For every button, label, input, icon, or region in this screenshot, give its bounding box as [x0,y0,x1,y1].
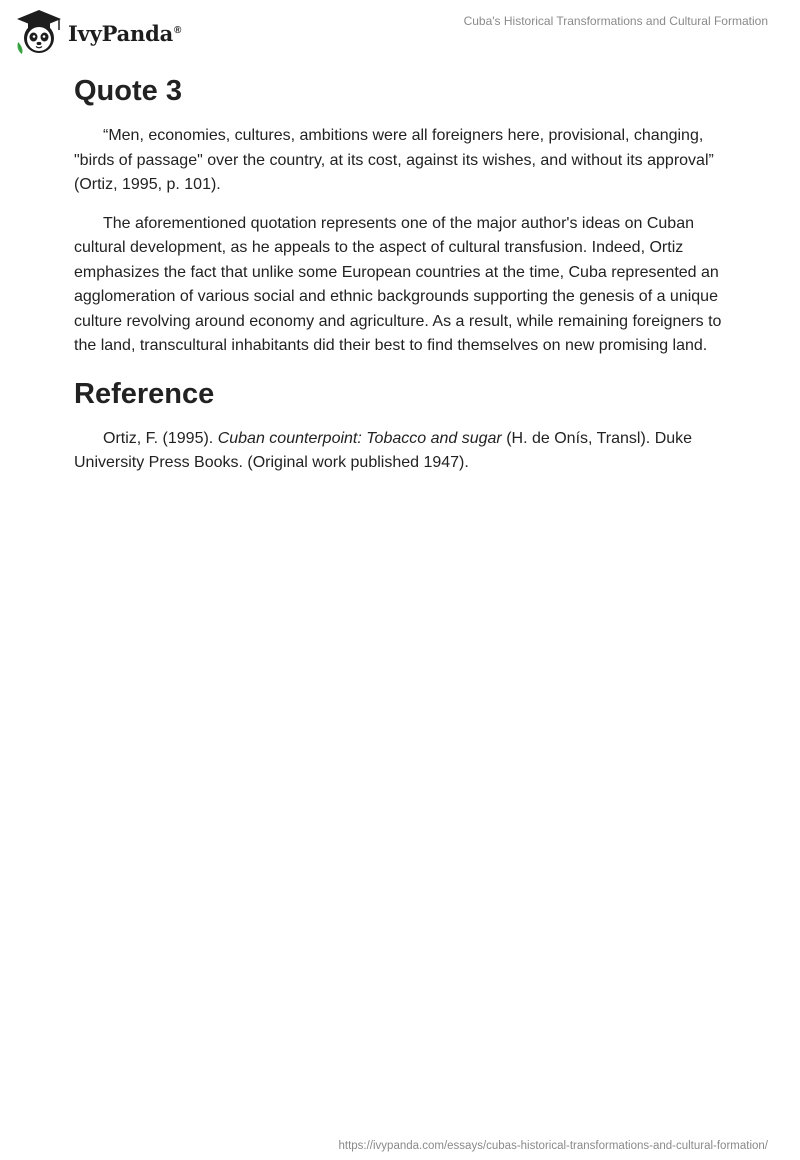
footer-url-link[interactable]: https://ivypanda.com/essays/cubas-historical-transformations-and-cultural-formation/ [338,1140,768,1152]
analysis-paragraph: The aforementioned quotation represents one of the major author's ideas on Cuban cultural development, as he appeals to the aspect of cultural transfusion. Indeed, Ortiz emphasizes the fact that unlike some European countries at the time, Cuba represented an agglomeration of various social and ethnic backgrounds supporting the genesis of a unique culture revolving around economy and agriculture. As a result, while remaining foreigners to the land, transcultural inhabitants did their best to find themselves on new promising land. [74,214,722,354]
reference-citation [74,427,734,476]
reference-section [74,375,734,476]
quote-paragraph: “Men, economies, cultures, ambitions were all foreigners here, provisional, changing, "birds of passage" over the country, at its cost, against its wishes, and without its approval” (Ortiz, 1995, p. 101). [74,127,714,193]
brand-name: IvyPanda® [68,20,182,46]
registered-mark: ® [174,24,182,36]
document-title: Cuba's Historical Transformations and Cultural Formation [463,14,768,28]
quote-heading: Quote 3 [74,75,182,107]
citation-author-year: Ortiz, F. (1995). [103,429,218,447]
citation-publisher: (H. de Onís, Transl). Duke University Press Books. (Original work published 1947). [74,429,693,471]
citation-title: Cuban counterpoint: Tobacco and sugar [217,429,502,447]
panda-graduation-cap-icon [14,8,64,56]
quote-section [74,72,734,359]
page-header [0,0,800,60]
essay-content [74,72,734,490]
ivypanda-logo[interactable] [14,8,181,56]
reference-heading: Reference [74,377,215,410]
